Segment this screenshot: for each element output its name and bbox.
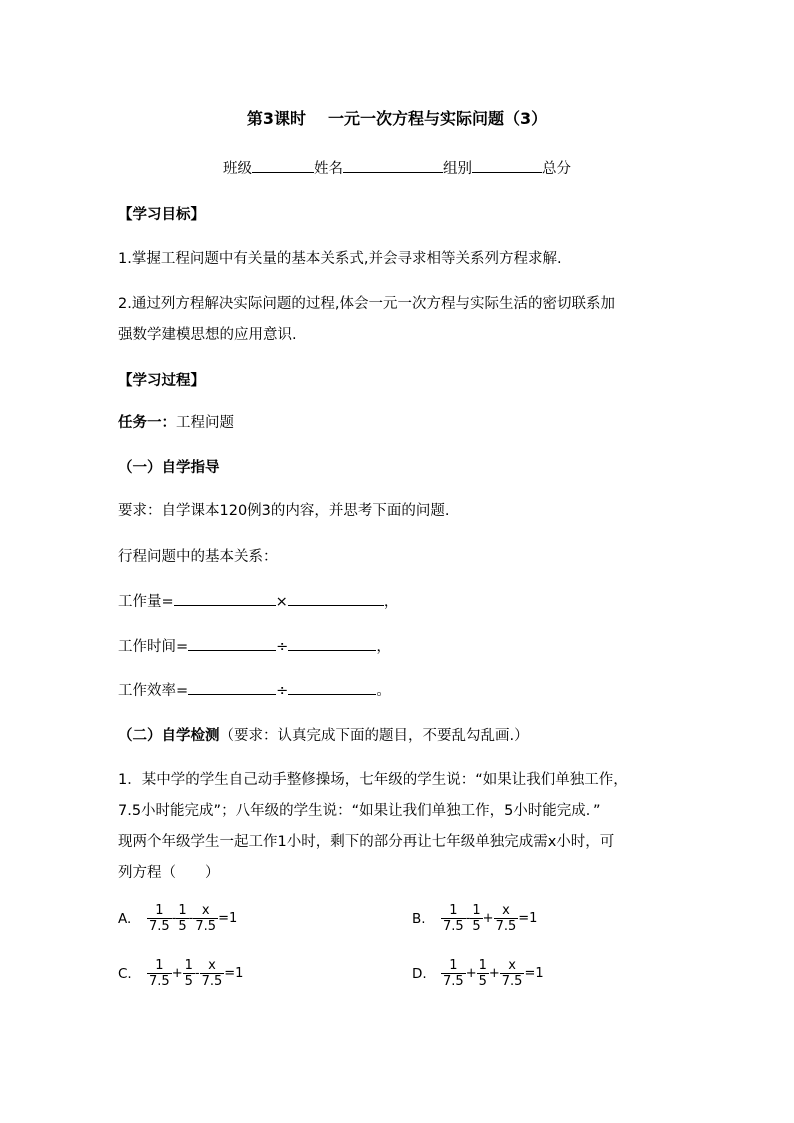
requirement-text: 要求：自学课本120例3的内容，并思考下面的问题.: [118, 503, 450, 519]
check-heading: （二）自学检测: [118, 728, 220, 744]
class-blank[interactable]: [252, 158, 314, 173]
denominator: 7.5: [195, 919, 217, 934]
operator: -: [194, 966, 200, 981]
formula3-blank-1[interactable]: [188, 680, 276, 695]
numerator: 1: [184, 958, 193, 973]
numerator: 1: [472, 903, 481, 918]
numerator: 1: [478, 958, 487, 973]
fraction: [193, 903, 218, 934]
formula2-end: ，: [376, 639, 391, 655]
goal-item-2-line-2: 强数学建模思想的应用意识.: [118, 327, 297, 343]
question1-line-3: 现两个年级学生一起工作1小时，剩下的部分再让七年级单独完成需x小时，可: [118, 834, 615, 850]
fraction: [147, 903, 172, 934]
formula3-end: 。: [376, 683, 391, 699]
denominator: 5: [184, 974, 193, 989]
class-label: 班级: [223, 161, 252, 177]
formula1-end: ，: [383, 594, 399, 610]
fraction: [183, 958, 195, 989]
formula1-blank-1[interactable]: [174, 591, 276, 606]
equation-rhs: =1: [218, 911, 238, 926]
self-study-heading: （一）自学指导: [118, 460, 220, 476]
operator: -: [171, 911, 177, 926]
numerator: 1: [155, 958, 164, 973]
denominator: 5: [478, 974, 487, 989]
check-note: （要求：认真完成下面的题目，不要乱勾乱画.）: [219, 728, 529, 744]
denominator: 7.5: [443, 919, 464, 934]
denominator: 7.5: [201, 974, 223, 989]
numerator: 1: [449, 958, 458, 973]
title-topic: 一元一次方程与实际问题（3）: [328, 109, 548, 128]
fraction: [441, 958, 466, 989]
goals-heading: 【学习目标】: [118, 207, 205, 223]
formula-work-time: [118, 635, 391, 656]
operator: +: [482, 911, 494, 926]
fraction: [477, 958, 489, 989]
option-d[interactable]: [412, 958, 543, 989]
denominator: 7.5: [149, 974, 170, 989]
equation-rhs: =1: [524, 966, 544, 981]
formula2-operator: ÷: [276, 639, 289, 655]
equation-rhs: =1: [224, 966, 244, 981]
formula2-blank-2[interactable]: [288, 636, 376, 651]
equation-rhs: =1: [518, 911, 538, 926]
goal-item-1: 1.掌握工程问题中有关量的基本关系式,并会寻求相等关系列方程求解.: [118, 251, 562, 267]
title-lesson-number: 第3课时: [246, 109, 306, 128]
task1-line: [118, 411, 234, 432]
option-letter: D.: [412, 965, 427, 982]
fraction: [470, 903, 482, 934]
relation-intro: 行程问题中的基本关系：: [118, 549, 278, 565]
student-info-line: [0, 157, 794, 178]
group-label: 组别: [443, 161, 472, 177]
name-label: 姓名: [314, 161, 343, 177]
formula1-label: 工作量=: [118, 594, 174, 610]
numerator: x: [201, 903, 210, 918]
formula1-operator: ×: [275, 594, 288, 610]
formula3-label: 工作效率=: [118, 683, 189, 699]
numerator: x: [502, 903, 510, 918]
formula-work-efficiency: [118, 679, 391, 700]
denominator: 7.5: [501, 974, 523, 989]
goal-item-2-line-1: 2.通过列方程解决实际问题的过程,体会一元一次方程与实际生活的密切联系加: [118, 296, 615, 312]
formula2-blank-1[interactable]: [188, 636, 276, 651]
option-a[interactable]: [118, 903, 236, 934]
numerator: 1: [155, 903, 164, 918]
operator: +: [488, 966, 500, 981]
numerator: x: [508, 958, 516, 973]
denominator: 7.5: [443, 974, 464, 989]
formula2-label: 工作时间=: [118, 639, 189, 655]
task1-label: 任务一：: [118, 415, 176, 431]
page-title: [0, 106, 794, 129]
fraction: [200, 958, 225, 989]
option-letter: A.: [118, 910, 132, 927]
denominator: 5: [472, 919, 481, 934]
task1-title: 工程问题: [176, 415, 234, 431]
numerator: 1: [178, 903, 187, 918]
formula-work-amount: [118, 590, 398, 611]
formula3-blank-2[interactable]: [288, 680, 376, 695]
option-b[interactable]: [412, 903, 536, 934]
question1-line-4: 列方程（ ）: [118, 865, 220, 881]
fraction: [441, 903, 466, 934]
numerator: x: [208, 958, 216, 973]
denominator: 7.5: [495, 919, 517, 934]
question1-line-2: 7.5小时能完成”；八年级的学生说：“如果让我们单独工作，5小时能完成．”: [118, 803, 601, 819]
operator: -: [188, 911, 194, 926]
denominator: 5: [178, 919, 187, 934]
fraction: [500, 958, 525, 989]
name-blank[interactable]: [343, 158, 443, 173]
group-blank[interactable]: [472, 158, 542, 173]
fraction: [494, 903, 519, 934]
option-c[interactable]: [118, 958, 242, 989]
denominator: 7.5: [149, 919, 170, 934]
check-heading-line: [118, 724, 529, 745]
fraction: [176, 903, 188, 934]
operator: -: [465, 911, 471, 926]
operator: +: [171, 966, 183, 981]
option-letter: C.: [118, 965, 132, 982]
total-label: 总分: [542, 161, 571, 177]
fraction: [147, 958, 172, 989]
formula1-blank-2[interactable]: [288, 591, 384, 606]
process-heading: 【学习过程】: [118, 373, 205, 389]
option-letter: B.: [412, 910, 426, 927]
operator: +: [465, 966, 477, 981]
question1-line-1: 1．某中学的学生自己动手整修操场，七年级的学生说：“如果让我们单独工作，: [118, 772, 628, 788]
numerator: 1: [449, 903, 458, 918]
formula3-operator: ÷: [276, 683, 289, 699]
